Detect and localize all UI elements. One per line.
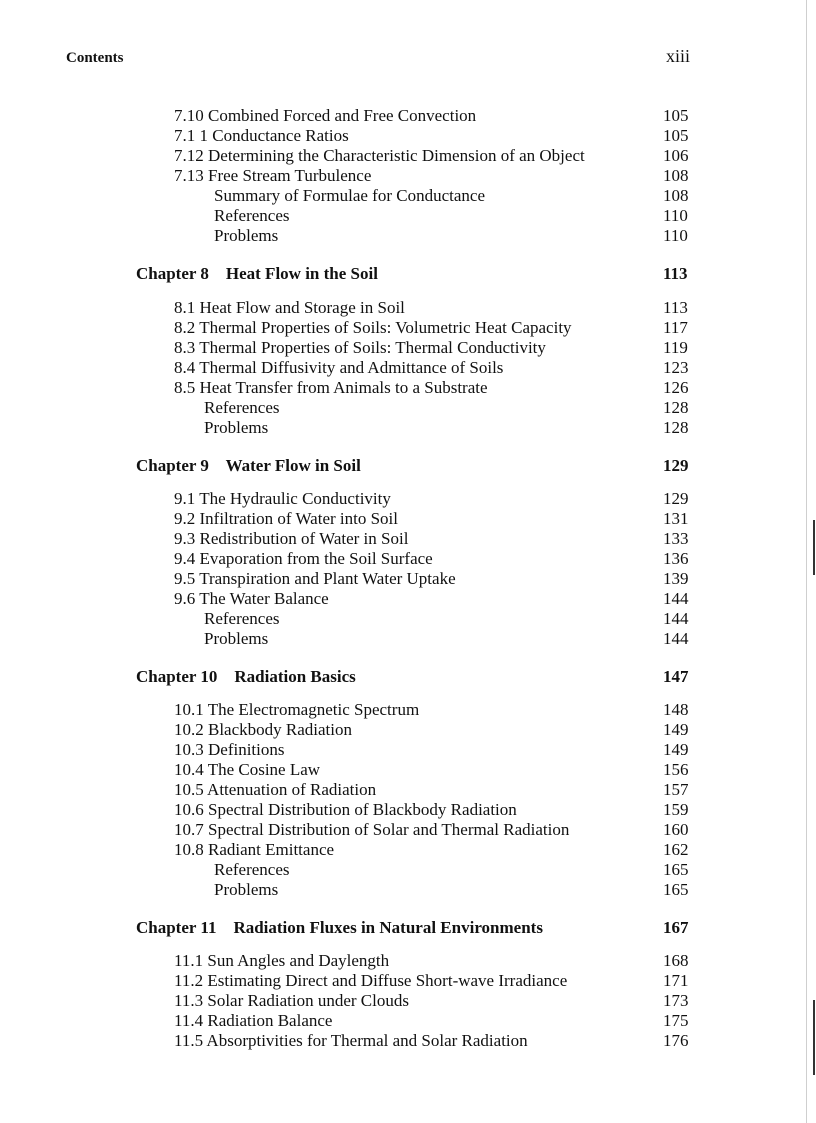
toc-entry [0,951,816,971]
toc-entry [0,418,816,438]
toc-entry [0,106,816,126]
toc-entry-page: 171 [663,971,689,990]
toc-entry-title: 9.4 Evaporation from the Soil Surface [174,549,433,568]
toc-entry-page: 128 [663,398,689,417]
toc-entry-page: 156 [663,760,689,779]
toc-entry [0,146,816,166]
toc-entry [0,1031,816,1051]
toc-entry-title: 10.4 The Cosine Law [174,760,321,779]
toc-entry-title: References [204,609,280,628]
toc-entry [0,860,816,880]
toc-entry-page: 149 [663,720,689,739]
toc-entry [0,358,816,378]
toc-entry [0,338,816,358]
toc-entry [0,1011,816,1031]
toc-entry [0,509,816,529]
toc-entry-page: 147 [663,667,689,686]
toc-entry [0,569,816,589]
page-number: xiii [666,46,691,66]
toc-entry-title: 7.12 Determining the Characteristic Dimension of an Object [174,146,585,165]
toc-entry [0,529,816,549]
toc-entry-page: 165 [663,880,689,899]
toc-entry-page: 108 [663,166,689,185]
toc-entry-title: 11.1 Sun Angles and Daylength [174,951,390,970]
toc-entry-page: 128 [663,418,689,437]
toc-entry-title: 10.6 Spectral Distribution of Blackbody Radiation [174,800,517,819]
toc-entry [0,318,816,338]
toc-entry-page: 126 [663,378,689,397]
toc-entry-title: 7.13 Free Stream Turbulence [174,166,372,185]
toc-entry-page: 167 [663,918,689,937]
toc-entry [0,720,816,740]
toc-entry [0,629,816,649]
toc-entry-page: 105 [663,126,689,145]
toc-entry-page: 139 [663,569,689,588]
scan-edge-mark [813,520,815,575]
toc-entry-title: 9.6 The Water Balance [174,589,329,608]
toc-entry-title: 7.10 Combined Forced and Free Convection [174,106,477,125]
toc-entry-page: 129 [663,456,689,475]
running-title: Contents [66,50,124,66]
toc-entry [0,609,816,629]
toc-entry-page: 136 [663,549,689,568]
toc-entry-title: 10.8 Radiant Emittance [174,840,335,859]
toc-entry-title: 10.3 Definitions [174,740,285,759]
toc-entry-page: 149 [663,740,689,759]
toc-entry-title: Problems [204,629,269,648]
toc-entry-page: 144 [663,609,689,628]
toc-entry-title: References [214,206,290,225]
toc-entry-title: Problems [214,226,279,245]
toc-entry-page: 110 [663,206,688,225]
toc-entry-title: 7.1 1 Conductance Ratios [174,126,349,145]
toc-entry [0,549,816,569]
toc-entry-title: 10.2 Blackbody Radiation [174,720,353,739]
toc-entry-title: 8.4 Thermal Diffusivity and Admittance of Soils [174,358,504,377]
toc-entry-page: 175 [663,1011,689,1030]
toc-entry-title: 8.2 Thermal Properties of Soils: Volumetric Heat Capacity [174,318,572,337]
toc-entry-title: 8.5 Heat Transfer from Animals to a Substrate [174,378,488,397]
toc-entry-title: Problems [214,880,279,899]
toc-entry-title: 9.5 Transpiration and Plant Water Uptake [174,569,456,588]
toc-entry-title: References [204,398,280,417]
toc-entry-page: 160 [663,820,689,839]
toc-entry [0,489,816,509]
toc-entry [0,398,816,418]
toc-entry-title: Chapter 8 Heat Flow in the Soil [136,264,378,283]
toc-entry-title: 9.1 The Hydraulic Conductivity [174,489,391,508]
toc-entry-page: 157 [663,780,689,799]
toc-entry [0,800,816,820]
page-edge [806,0,807,1123]
toc-chapter-entry [0,667,816,687]
toc-entry-page: 119 [663,338,688,357]
toc-entry-title: 11.4 Radiation Balance [174,1011,333,1030]
toc-entry-page: 168 [663,951,689,970]
toc-entry [0,700,816,720]
toc-entry [0,298,816,318]
toc-entry-page: 176 [663,1031,689,1050]
toc-entry-page: 131 [663,509,689,528]
toc-entry-page: 117 [663,318,688,337]
toc-entry-page: 113 [663,298,688,317]
toc-entry [0,780,816,800]
toc-entry-page: 144 [663,629,689,648]
toc-entry-title: Problems [204,418,269,437]
scan-edge-mark [813,1000,815,1075]
toc-chapter-entry [0,918,816,938]
toc-entry [0,840,816,860]
toc-entry [0,378,816,398]
toc-entry [0,186,816,206]
toc-entry-page: 162 [663,840,689,859]
toc-entry-title: Chapter 11 Radiation Fluxes in Natural Environments [136,918,543,937]
toc-entry [0,740,816,760]
toc-entry-page: 173 [663,991,689,1010]
toc-entry-title: 11.5 Absorptivities for Thermal and Solar Radiation [174,1031,528,1050]
toc-entry [0,166,816,186]
toc-entry-page: 113 [663,264,688,283]
toc-entry-page: 105 [663,106,689,125]
toc-entry-title: Summary of Formulae for Conductance [214,186,485,205]
toc-entry-page: 148 [663,700,689,719]
toc-entry-title: 11.3 Solar Radiation under Clouds [174,991,409,1010]
toc-entry [0,226,816,246]
toc-entry-title: 8.3 Thermal Properties of Soils: Thermal Conductivity [174,338,546,357]
toc-entry [0,880,816,900]
toc-entry-page: 159 [663,800,689,819]
toc-entry [0,820,816,840]
toc-entry [0,126,816,146]
toc-entry-page: 123 [663,358,689,377]
toc-entry-title: 11.2 Estimating Direct and Diffuse Short-wave Irradiance [174,971,568,990]
toc-entry-title: 10.7 Spectral Distribution of Solar and Thermal Radiation [174,820,570,839]
toc-entry-page: 133 [663,529,689,548]
toc-entry-title: 10.1 The Electromagnetic Spectrum [174,700,420,719]
toc-entry-title: References [214,860,290,879]
toc-chapter-entry [0,456,816,476]
toc-entry-page: 108 [663,186,689,205]
toc-entry-page: 129 [663,489,689,508]
toc-entry-title: 9.2 Infiltration of Water into Soil [174,509,399,528]
toc-entry-page: 144 [663,589,689,608]
toc-entry-page: 110 [663,226,688,245]
toc-entry [0,760,816,780]
toc-entry-page: 106 [663,146,689,165]
toc-entry-title: 9.3 Redistribution of Water in Soil [174,529,409,548]
toc-entry-title: Chapter 9 Water Flow in Soil [136,456,361,475]
toc-entry-page: 165 [663,860,689,879]
toc-entry [0,991,816,1011]
toc-entry [0,589,816,609]
toc-entry [0,971,816,991]
toc-entry [0,206,816,226]
toc-entry-title: 8.1 Heat Flow and Storage in Soil [174,298,405,317]
toc-chapter-entry [0,264,816,284]
toc-entry-title: 10.5 Attenuation of Radiation [174,780,377,799]
toc-entry-title: Chapter 10 Radiation Basics [136,667,356,686]
